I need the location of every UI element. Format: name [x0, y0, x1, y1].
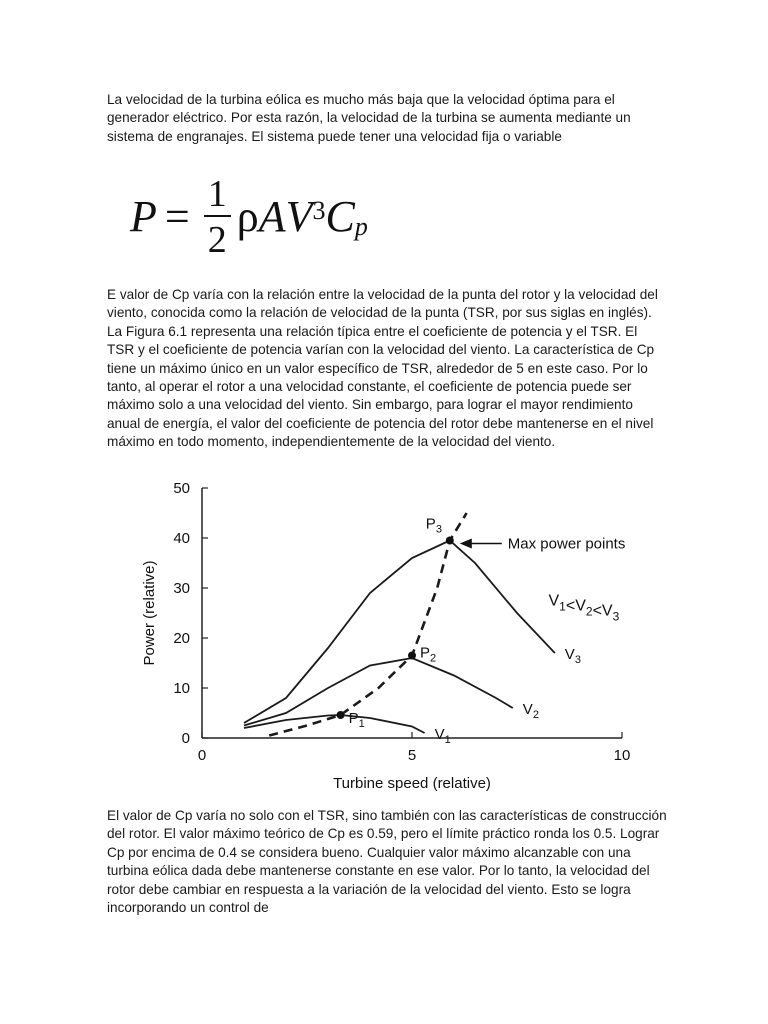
y-tick-label: 0 [181, 730, 190, 747]
y-tick-label: 10 [173, 680, 190, 697]
formula-subscript: p [354, 212, 368, 241]
max-point [337, 711, 345, 719]
annotation-label: Max power points [507, 535, 626, 553]
max-point [446, 537, 454, 545]
x-axis-title: Turbine speed (relative) [333, 775, 491, 792]
point-label: $P_1$ [348, 710, 365, 730]
y-tick-label: 20 [173, 630, 190, 647]
chart-axes [173, 480, 630, 764]
curve-label: $V_2$ [522, 701, 539, 721]
curve-v3 [244, 541, 555, 724]
chart-labels [141, 516, 625, 793]
y-tick-label: 50 [173, 480, 190, 497]
formula-p: P [130, 192, 157, 241]
cp-paragraph: E valor de Cp varía con la relación entre la velocidad de la punta del rotor y la velocidad del viento, conocida como la relación de velocidad de la punta (TSR, por sus siglas en inglés). La Figura 6.1 representa una relación típica entre el coeficiente de potencia y el TSR. El TSR y el coeficiente de potencia varían con la velocidad del viento. La característica de Cp tiene un máximo único en un valor específico de TSR, alrededor de 5 en este caso. Por lo tanto, al operar el rotor a una velocidad constante, el coeficiente de potencia puede ser máximo solo a una velocidad del viento. Sin embargo, para lograr el mayor rendimiento anual de energía, el valor del coeficiente de potencia del rotor debe mantenerse en el nivel máximo en todo momento, independientemente de la velocidad del viento. [107, 287, 658, 450]
power-formula [130, 175, 368, 259]
y-axis-title: Power (relative) [141, 560, 158, 666]
formula-numerator: 1 [204, 175, 231, 217]
formula-c: C [325, 192, 355, 241]
formula-equals: = [164, 192, 190, 241]
closing-paragraph: El valor de Cp varía no solo con el TSR, sino también con las características de construcción del rotor. El valor máximo teórico de Cp es 0.59, pero el límite práctico ronda los 0.5. Lograr Cp por encima de 0.4 se considera bueno. Cualquier valor máximo alcanzable con una turbina eólica dada debe mantenerse constante en ese valor. Por lo tanto, la velocidad del rotor debe cambiar en respuesta a la variación de la velocidad del viento. Esto se logra incorporando un control de [107, 808, 667, 916]
formula-fraction [204, 175, 231, 259]
power-speed-chart [130, 470, 640, 800]
x-tick-label: 5 [407, 747, 417, 764]
formula-v: V [285, 192, 313, 241]
point-label: $P_3$ [425, 515, 442, 536]
x-tick-label: 10 [613, 747, 631, 764]
x-tick-label: 0 [197, 747, 207, 764]
curve-label: $V_3$ [564, 646, 581, 666]
curve-v2 [244, 658, 513, 726]
y-tick-label: 40 [173, 530, 190, 547]
formula-rho: ρ [236, 192, 259, 241]
point-label: $P_2$ [420, 644, 437, 665]
intro-paragraph: La velocidad de la turbina eólica es mucho más baja que la velocidad óptima para el generador eléctrico. Por esta razón, la velocidad de la turbina se aumenta mediante un sistema de engranajes. El sistema puede tener una velocidad fija o variable [107, 92, 631, 144]
arrow-head [460, 539, 472, 549]
y-tick-label: 30 [173, 580, 190, 597]
formula-denominator: 2 [207, 219, 227, 261]
formula-exponent: 3 [312, 196, 326, 225]
formula-a: A [258, 192, 286, 241]
curve-label: $V_1$ [434, 726, 451, 746]
speed-relation: $V_1<V_2<V_3$ [548, 592, 620, 624]
max-point [408, 652, 416, 660]
